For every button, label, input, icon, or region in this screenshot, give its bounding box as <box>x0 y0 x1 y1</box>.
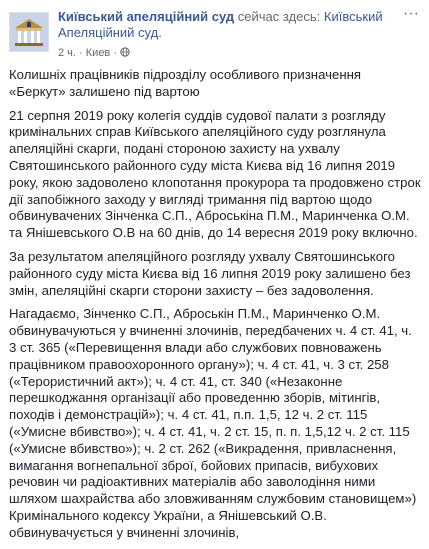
post-paragraph: За результатом апеляційного розгляду ухвалу Святошинського районного суду міста Києва від 16 липня 2019 року залишено без змін, апеляційні скарги сторони захисту – без задоволення. <box>9 248 411 298</box>
post-time[interactable]: 2 ч. <box>58 47 76 59</box>
post-paragraph: Нагадаємо, Зінченко С.П., Аброськін П.М., Маринченко О.М. обвинувачуються у вчиненні злочинів, передбачених ч. 4 ст. 41, ч. 3 ст. 365 («Перевищення влади або службових повноважень працівником правоохоронного органу»); ч. 4 ст. 41, ч. 3 ст. 258 («Терористичний акт»); ч. 4 ст. 41, ст. 340 («Незаконне перешкоджання організації або проведенню зборів, мітингів, походів і демонстрацій»); ч. 4 ст. 41, п.п. 1,5, 12 ч. 2 ст. 115 («Умисне вбивство»); ч. 4 ст. 41, ч. 2 ст. 15, п. п. 1,5,12 ч. 2 ст. 115 («Умисне вбивство»); ч. 2 ст. 262 («Викрадення, привласнення, вимагання вогнепальної зброї, бойових припасів, вибухових речовин чи радіоактивних матеріалів або заволодіння ними шляхом шахрайства або зловживанням службовим становищем») Кримінального кодексу України, а Янішевський О.В. обвинувачується у вчиненні злочинів, <box>9 306 417 540</box>
page-name-link[interactable]: Київський апеляційний суд <box>58 9 235 24</box>
post-paragraph: 21 серпня 2019 року колегія суддів судової палати з розгляду кримінальних справ Київського апеляційного суду розглянула апеляційні скарги, подані стороною захисту на ухвалу Святошинського районного суду міста Києва від 16 липня 2019 року, якою задоволено клопотання прокурора та продовжено строк дії запобіжного заходу у вигляді тримання під вартою щодо обвинувачених Зінченка С.П., Аброськіна П.М., Маринченка О.М. та Янішевського О.В на 60 днів, до 14 вересня 2019 року включно. <box>9 107 421 241</box>
globe-icon[interactable] <box>120 47 130 57</box>
court-building-icon <box>10 13 48 51</box>
post-author-line <box>58 9 395 41</box>
page-avatar[interactable] <box>9 12 49 52</box>
post-location[interactable]: Киев <box>85 47 111 59</box>
post-title: Колишніх працівників підрозділу особливого призначення «Беркут» залишено під вартою <box>9 67 362 99</box>
post-meta <box>58 46 130 60</box>
checkin-text: сейчас здесь: <box>237 9 321 24</box>
meta-separator: · <box>79 47 83 59</box>
meta-separator: · <box>113 47 118 59</box>
place-link[interactable]: Київський Апеляційний суд. <box>58 9 383 40</box>
more-options-button[interactable]: ··· <box>403 5 419 22</box>
post-header <box>9 5 419 65</box>
post-body <box>9 67 421 549</box>
